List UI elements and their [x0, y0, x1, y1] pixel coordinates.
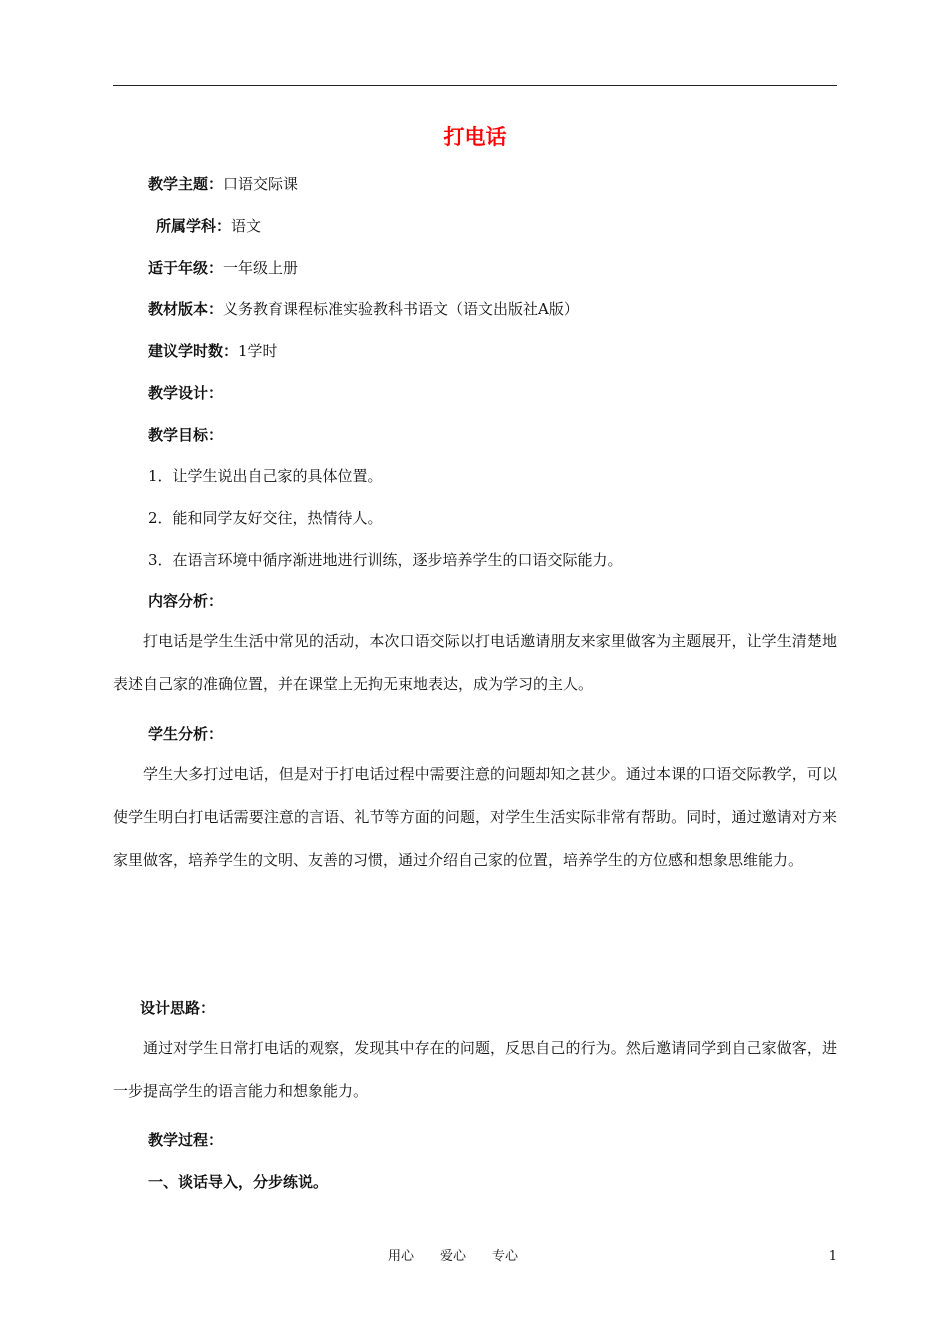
content-paragraph: 打电话是学生生活中常见的活动，本次口语交际以打电话邀请朋友来家里做客为主题展开，让学生清楚地表述自己家的准确位置，并在课堂上无拘无束地表达，成为学习的主人。	[113, 632, 837, 693]
document-title: 打电话	[443, 124, 507, 149]
field-label: 教材版本：	[148, 300, 224, 318]
field-value: 义务教育课程标准实验教科书语文（语文出版社A版）	[223, 300, 579, 318]
goal-item: 2．能和同学友好交往，热情待人。	[148, 509, 383, 527]
field-label: 建议学时数：	[148, 342, 239, 360]
footer-word: 专心	[492, 1249, 519, 1264]
goal-item: 3．在语言环境中循序渐进地进行训练，逐步培养学生的口语交际能力。	[148, 551, 623, 569]
heading-design: 教学设计：	[148, 384, 224, 402]
field-value: 一年级上册	[223, 259, 299, 277]
field-grade	[148, 257, 298, 279]
field-hours	[148, 340, 278, 362]
heading-step1: 一、谈话导入，分步练说。	[148, 1173, 329, 1191]
header-rule	[113, 85, 837, 86]
heading-student: 学生分析：	[148, 725, 224, 743]
page-number: 1	[828, 1249, 837, 1264]
heading-goals: 教学目标：	[148, 426, 224, 444]
heading-content: 内容分析：	[148, 592, 224, 610]
footer-motto	[388, 1248, 544, 1266]
field-edition	[148, 298, 579, 320]
student-paragraph: 学生大多打过电话，但是对于打电话过程中需要注意的问题却知之甚少。通过本课的口语交际教学，可以使学生明白打电话需要注意的言语、礼节等方面的问题，对学生生活实际非常有帮助。同时，通过邀请对方来家里做客，培养学生的文明、友善的习惯，通过介绍自己家的位置，培养学生的方位感和想象思维能力。	[113, 765, 837, 869]
field-topic	[148, 173, 298, 195]
field-label: 适于年级：	[148, 259, 224, 277]
field-value: 1学时	[238, 342, 278, 360]
heading-process: 教学过程：	[148, 1131, 224, 1149]
goal-item: 1．让学生说出自己家的具体位置。	[148, 467, 383, 485]
field-value: 口语交际课	[223, 175, 299, 193]
field-subject	[156, 215, 261, 237]
field-value: 语文	[231, 217, 262, 235]
footer-word: 用心	[388, 1249, 415, 1264]
field-label: 所属学科：	[156, 217, 232, 235]
idea-paragraph: 通过对学生日常打电话的观察，发现其中存在的问题，反思自己的行为。然后邀请同学到自己家做客，进一步提高学生的语言能力和想象能力。	[113, 1039, 837, 1100]
heading-idea: 设计思路：	[140, 999, 216, 1017]
field-label: 教学主题：	[148, 175, 224, 193]
footer-word: 爱心	[440, 1249, 467, 1264]
